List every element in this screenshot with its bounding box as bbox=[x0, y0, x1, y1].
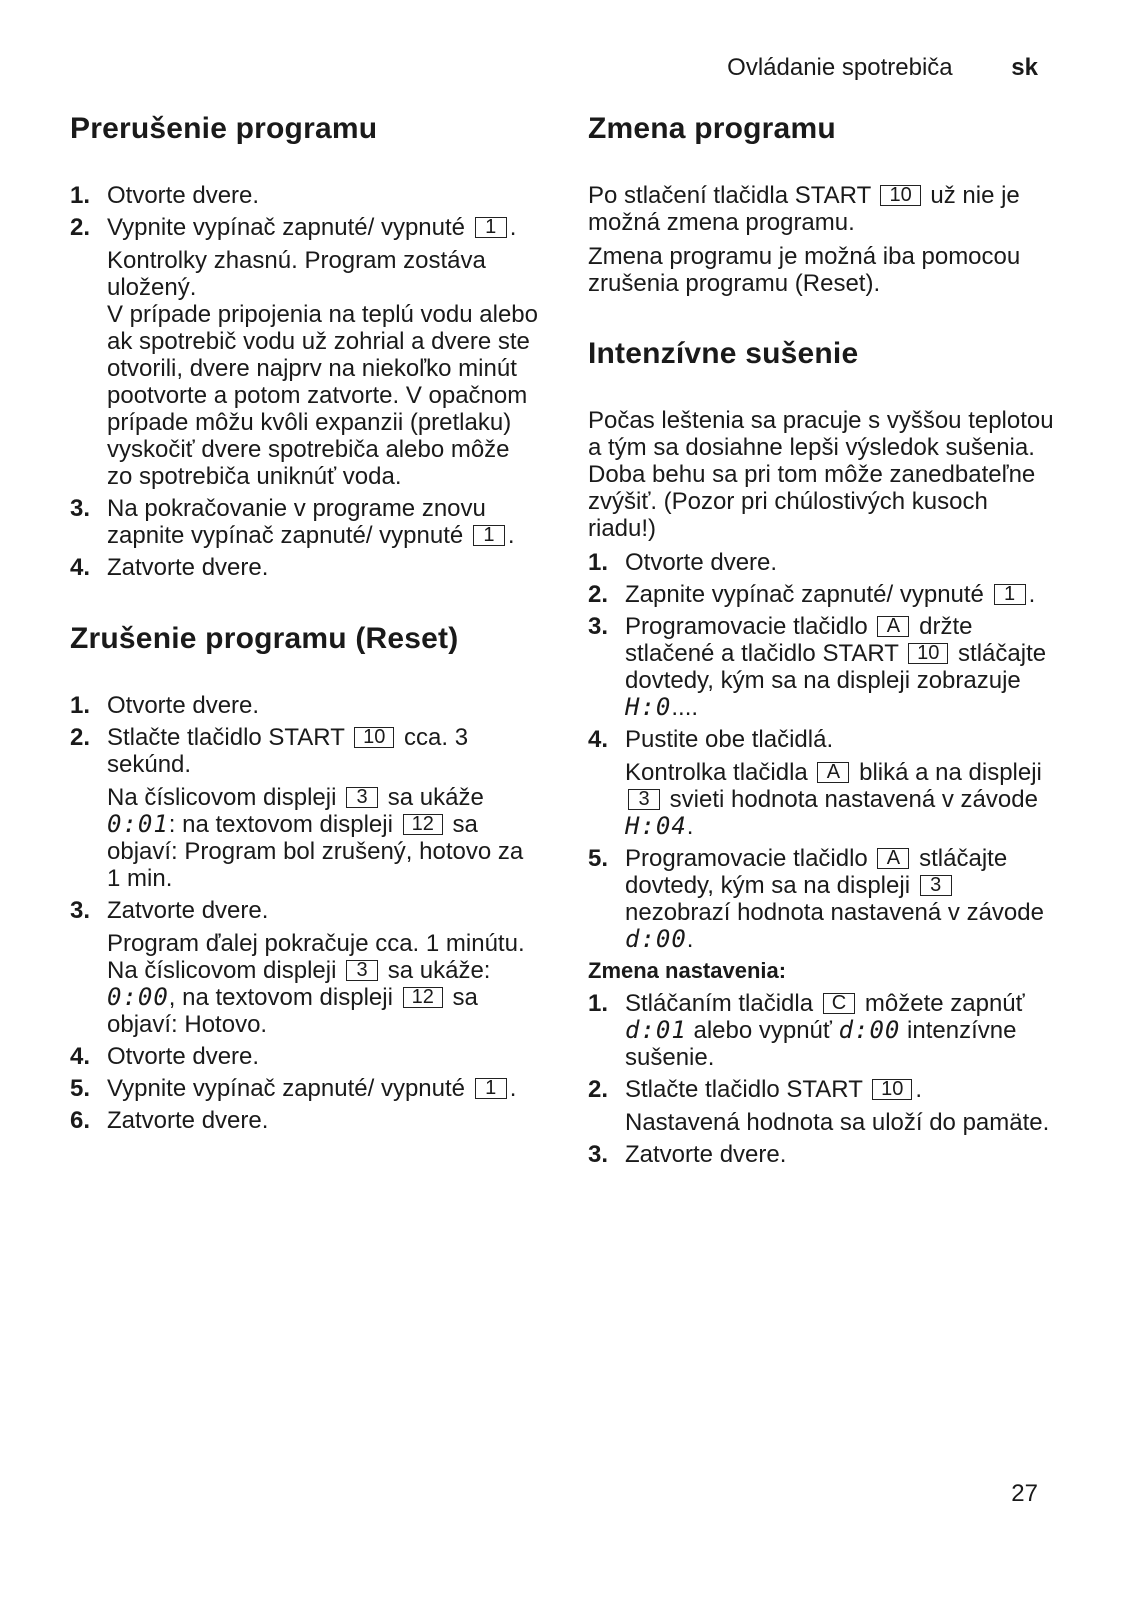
section-title-reset: Zrušenie programu (Reset) bbox=[70, 622, 459, 655]
reset-steps bbox=[70, 692, 540, 1134]
display-readout: 0:00 bbox=[107, 983, 169, 1011]
list-item: 2. Zapnite vypínač zapnuté/ vypnuté 1 . bbox=[588, 581, 1036, 608]
key-symbol: 12 bbox=[403, 814, 443, 835]
list-item: 3. Na pokračovanie v programe znovu zapnite vypínač zapnuté/ vypnuté 1 . bbox=[70, 495, 515, 549]
paragraph: Počas leštenia sa pracuje s vyššou teplotou a tým sa dosiahne lepši výsledok sušenia. Doba behu sa pri tom môže zanedbateľne zvýšiť. (Pozor pri chúlostivých kusoch riadu!) bbox=[588, 407, 1054, 542]
section-title-interrupt: Prerušenie programu bbox=[70, 112, 378, 145]
display-readout: d:01 bbox=[625, 1016, 687, 1044]
key-symbol: 1 bbox=[475, 1078, 507, 1099]
list-item: 5. Vypnite vypínač zapnuté/ vypnuté 1 . bbox=[70, 1075, 517, 1102]
key-symbol: 3 bbox=[346, 787, 378, 808]
display-readout: d:00 bbox=[838, 1016, 901, 1044]
key-symbol: 10 bbox=[872, 1079, 912, 1100]
section-title-intensive-drying: Intenzívne sušenie bbox=[588, 337, 859, 370]
list-item: 2. Vypnite vypínač zapnuté/ vypnuté 1 . Kontrolky zhasnú. Program zostáva uložený. V prípade pripojenia na teplú vodu alebo ak spotrebič vodu už zohrial a dvere ste otvorili, dvere najprv na niekoľko minút pootvorte a potom zatvorte. V opačnom prípade môžu kvôli expanzii (pretlaku) vyskočiť dvere spotrebiča alebo môže zo spotrebiča uniknúť voda. bbox=[70, 214, 538, 490]
subsection-title: Zmena nastavenia: bbox=[588, 958, 787, 983]
list-item: 1. Stláčaním tlačidla C môžete zapnúť d:01 alebo vypnúť d:00 intenzívne sušenie. bbox=[588, 990, 1025, 1071]
list-item: 2. Stlačte tlačidlo START 10 cca. 3 sekúnd. Na číslicovom displeji 3 sa ukáže 0:01: na textovom displeji 12 sa objaví: Program bol zrušený, hotovo za 1 min. bbox=[70, 724, 524, 892]
key-symbol: 3 bbox=[920, 875, 952, 896]
drying-steps bbox=[588, 549, 1058, 953]
key-symbol: 10 bbox=[880, 185, 920, 206]
interrupt-steps bbox=[70, 182, 540, 581]
key-symbol: 12 bbox=[403, 987, 443, 1008]
list-item: 1. Otvorte dvere. bbox=[70, 692, 260, 719]
display-readout: d:00 bbox=[625, 925, 687, 953]
page-header bbox=[727, 54, 1038, 82]
left-column bbox=[70, 112, 540, 1139]
section-name: Ovládanie spotrebiča bbox=[727, 54, 953, 81]
display-readout: H:0 bbox=[625, 693, 672, 721]
key-symbol: 3 bbox=[628, 789, 660, 810]
key-symbol: 1 bbox=[994, 584, 1026, 605]
list-item: 5. Programovacie tlačidlo A stláčajte dovtedy, kým sa na displeji 3 nezobrazí hodnota nastavená v závode d:00. bbox=[588, 845, 1044, 953]
display-readout: 0:01 bbox=[107, 810, 169, 838]
key-symbol: 3 bbox=[346, 960, 378, 981]
list-item: 4. Otvorte dvere. bbox=[70, 1043, 260, 1070]
key-symbol: 1 bbox=[475, 217, 507, 238]
right-column bbox=[588, 112, 1058, 1173]
key-symbol: A bbox=[877, 616, 909, 637]
page-number: 27 bbox=[1011, 1480, 1038, 1507]
display-readout: H:04 bbox=[625, 812, 687, 840]
list-item: 2. Stlačte tlačidlo START 10 . Nastavená hodnota sa uloží do pamäte. bbox=[588, 1076, 1050, 1136]
section-title-change: Zmena programu bbox=[588, 112, 836, 145]
key-symbol: C bbox=[823, 993, 855, 1014]
list-item: 6. Zatvorte dvere. bbox=[70, 1107, 269, 1134]
list-item: 3. Programovacie tlačidlo A držte stlačené a tlačidlo START 10 stláčajte dovtedy, kým sa na displeji zobrazuje H:0.... bbox=[588, 613, 1047, 721]
language-code: sk bbox=[1011, 54, 1038, 81]
key-symbol: 10 bbox=[908, 643, 948, 664]
list-item: 4. Zatvorte dvere. bbox=[70, 554, 269, 581]
list-item: 4. Pustite obe tlačidlá. Kontrolka tlačidla A bliká a na displeji 3 svieti hodnota nastavená v závode H:04. bbox=[588, 726, 1042, 840]
key-symbol: 10 bbox=[354, 727, 394, 748]
paragraph: Po stlačení tlačidla START 10 už nie je možná zmena programu. bbox=[588, 182, 1020, 236]
setting-steps bbox=[588, 990, 1058, 1168]
list-item: 3. Zatvorte dvere. bbox=[588, 1141, 787, 1168]
list-item: 1. Otvorte dvere. bbox=[70, 182, 260, 209]
key-symbol: 1 bbox=[473, 525, 505, 546]
list-item: 1. Otvorte dvere. bbox=[588, 549, 778, 576]
key-symbol: A bbox=[817, 762, 849, 783]
list-item: 3. Zatvorte dvere. Program ďalej pokračuje cca. 1 minútu. Na číslicovom displeji 3 sa ukáže: 0:00, na textovom displeji 12 sa objaví: Hotovo. bbox=[70, 897, 525, 1038]
paragraph: Zmena programu je možná iba pomocou zrušenia programu (Reset). bbox=[588, 243, 1021, 297]
key-symbol: A bbox=[877, 848, 909, 869]
